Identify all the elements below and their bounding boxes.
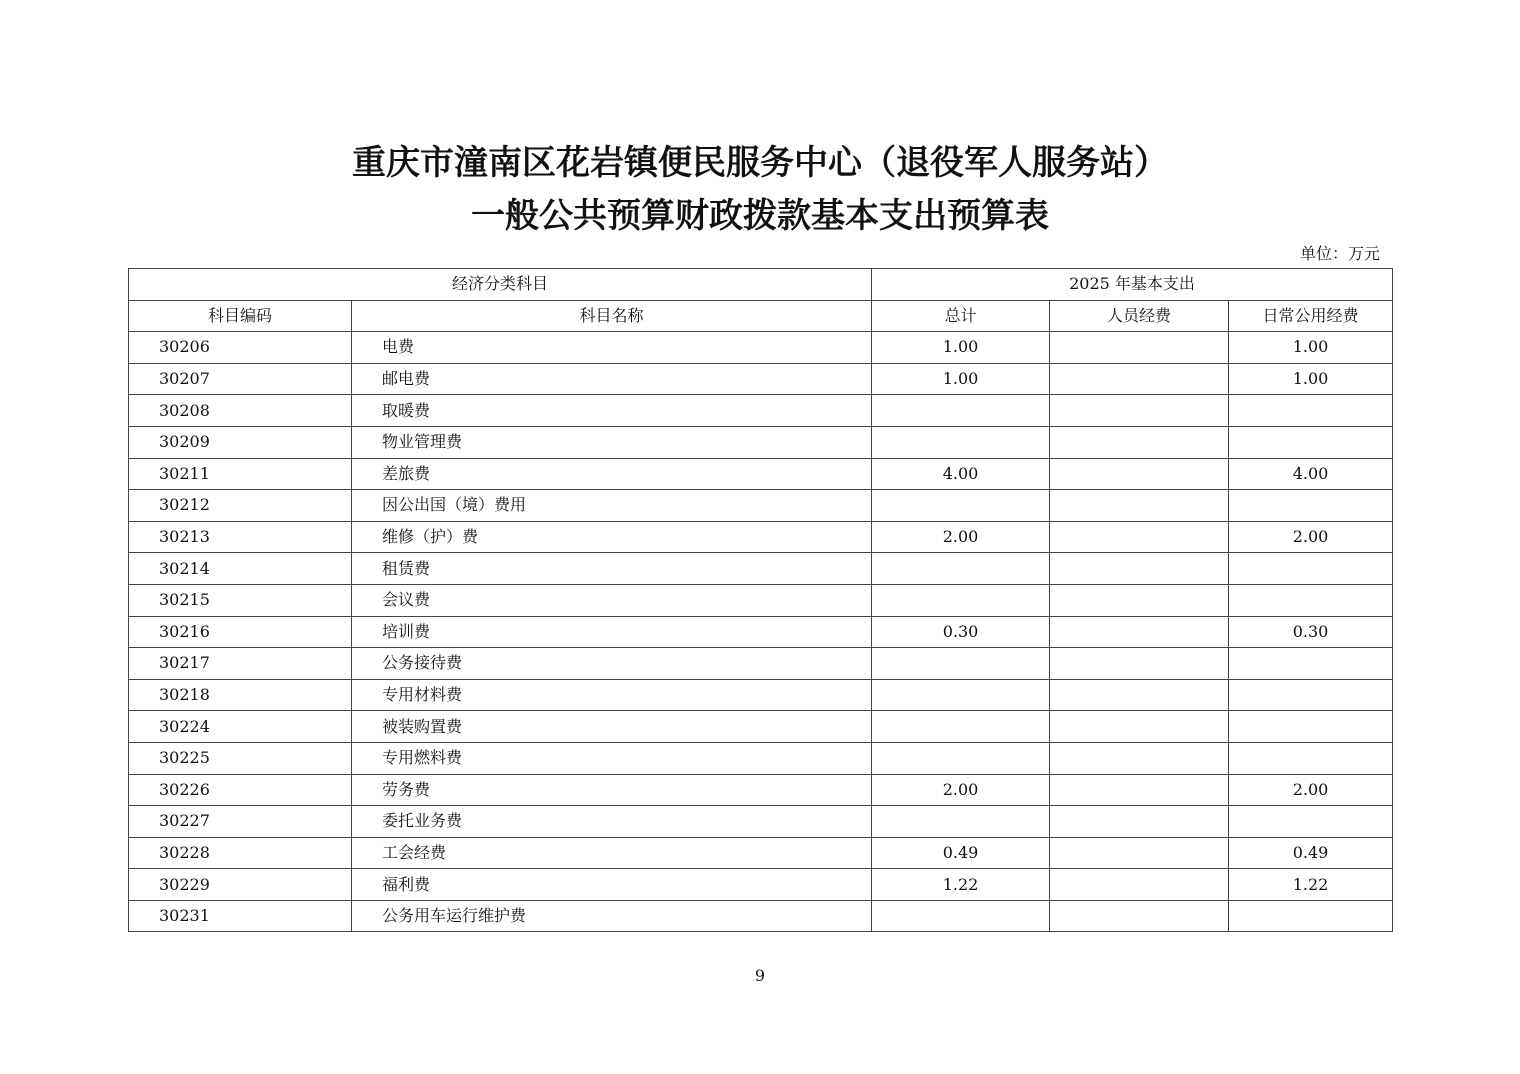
cell-total: 2.00 — [872, 521, 1050, 553]
column-header-code: 科目编码 — [129, 300, 352, 332]
cell-name: 公务用车运行维护费 — [352, 900, 872, 932]
cell-public — [1229, 711, 1393, 743]
column-header-personnel: 人员经费 — [1050, 300, 1229, 332]
cell-personnel — [1050, 711, 1229, 743]
cell-code: 30216 — [129, 616, 352, 648]
cell-name: 会议费 — [352, 584, 872, 616]
cell-total — [872, 553, 1050, 585]
cell-personnel — [1050, 332, 1229, 364]
cell-public: 1.00 — [1229, 332, 1393, 364]
cell-public — [1229, 806, 1393, 838]
cell-name: 取暖费 — [352, 395, 872, 427]
cell-name: 专用材料费 — [352, 679, 872, 711]
page-number: 9 — [754, 966, 766, 985]
table-row — [129, 711, 1393, 743]
table-row — [129, 806, 1393, 838]
cell-code: 30227 — [129, 806, 352, 838]
unit-label: 单位：万元 — [1299, 244, 1380, 263]
cell-personnel — [1050, 616, 1229, 648]
cell-public: 0.49 — [1229, 837, 1393, 869]
table-row — [129, 521, 1393, 553]
cell-total — [872, 395, 1050, 427]
cell-name: 维修（护）费 — [352, 521, 872, 553]
cell-total — [872, 711, 1050, 743]
table-body — [129, 332, 1393, 932]
group-header-economic-category: 经济分类科目 — [129, 269, 872, 301]
cell-personnel — [1050, 648, 1229, 680]
cell-name: 差旅费 — [352, 458, 872, 490]
cell-public — [1229, 426, 1393, 458]
table-row — [129, 458, 1393, 490]
budget-table — [128, 268, 1393, 932]
cell-personnel — [1050, 742, 1229, 774]
cell-name: 被装购置费 — [352, 711, 872, 743]
cell-code: 30228 — [129, 837, 352, 869]
cell-code: 30208 — [129, 395, 352, 427]
cell-name: 电费 — [352, 332, 872, 364]
cell-total — [872, 426, 1050, 458]
table-row — [129, 742, 1393, 774]
cell-public — [1229, 679, 1393, 711]
cell-total — [872, 806, 1050, 838]
cell-personnel — [1050, 869, 1229, 901]
cell-public — [1229, 553, 1393, 585]
table-row — [129, 490, 1393, 522]
cell-personnel — [1050, 458, 1229, 490]
group-header-row — [129, 269, 1393, 301]
table-row — [129, 900, 1393, 932]
column-header-public: 日常公用经费 — [1229, 300, 1393, 332]
cell-code: 30231 — [129, 900, 352, 932]
cell-total — [872, 900, 1050, 932]
table-row — [129, 774, 1393, 806]
cell-total: 1.22 — [872, 869, 1050, 901]
cell-personnel — [1050, 900, 1229, 932]
cell-personnel — [1050, 774, 1229, 806]
cell-code: 30212 — [129, 490, 352, 522]
cell-name: 工会经费 — [352, 837, 872, 869]
table-row — [129, 332, 1393, 364]
cell-personnel — [1050, 679, 1229, 711]
cell-name: 福利费 — [352, 869, 872, 901]
cell-personnel — [1050, 521, 1229, 553]
cell-name: 物业管理费 — [352, 426, 872, 458]
cell-public: 2.00 — [1229, 774, 1393, 806]
cell-public — [1229, 648, 1393, 680]
cell-public — [1229, 584, 1393, 616]
cell-name: 委托业务费 — [352, 806, 872, 838]
cell-personnel — [1050, 806, 1229, 838]
cell-total: 0.49 — [872, 837, 1050, 869]
table-row — [129, 648, 1393, 680]
cell-public: 4.00 — [1229, 458, 1393, 490]
cell-code: 30206 — [129, 332, 352, 364]
table-row — [129, 869, 1393, 901]
cell-code: 30218 — [129, 679, 352, 711]
table-row — [129, 363, 1393, 395]
cell-total: 4.00 — [872, 458, 1050, 490]
column-header-name: 科目名称 — [352, 300, 872, 332]
cell-total: 1.00 — [872, 332, 1050, 364]
cell-total — [872, 584, 1050, 616]
cell-code: 30224 — [129, 711, 352, 743]
cell-public: 2.00 — [1229, 521, 1393, 553]
table-row — [129, 616, 1393, 648]
cell-code: 30217 — [129, 648, 352, 680]
cell-name: 劳务费 — [352, 774, 872, 806]
document-title-line2: 一般公共预算财政拨款基本支出预算表 — [471, 196, 1049, 236]
cell-total — [872, 679, 1050, 711]
cell-code: 30225 — [129, 742, 352, 774]
group-header-basic-expenditure: 2025 年基本支出 — [872, 269, 1393, 301]
cell-total: 1.00 — [872, 363, 1050, 395]
cell-public — [1229, 742, 1393, 774]
cell-public: 1.22 — [1229, 869, 1393, 901]
table-row — [129, 837, 1393, 869]
cell-name: 公务接待费 — [352, 648, 872, 680]
cell-total: 0.30 — [872, 616, 1050, 648]
cell-code: 30207 — [129, 363, 352, 395]
cell-public — [1229, 900, 1393, 932]
table-header — [129, 269, 1393, 332]
column-header-total: 总计 — [872, 300, 1050, 332]
cell-personnel — [1050, 584, 1229, 616]
cell-personnel — [1050, 553, 1229, 585]
cell-name: 租赁费 — [352, 553, 872, 585]
cell-personnel — [1050, 363, 1229, 395]
cell-name: 因公出国（境）费用 — [352, 490, 872, 522]
cell-code: 30214 — [129, 553, 352, 585]
cell-personnel — [1050, 837, 1229, 869]
cell-total — [872, 742, 1050, 774]
cell-code: 30215 — [129, 584, 352, 616]
document-title-line1: 重庆市潼南区花岩镇便民服务中心（退役军人服务站） — [352, 143, 1168, 183]
table-row — [129, 584, 1393, 616]
cell-personnel — [1050, 395, 1229, 427]
cell-public: 1.00 — [1229, 363, 1393, 395]
cell-name: 培训费 — [352, 616, 872, 648]
table-row — [129, 553, 1393, 585]
table-row — [129, 395, 1393, 427]
cell-name: 专用燃料费 — [352, 742, 872, 774]
cell-public — [1229, 395, 1393, 427]
cell-total: 2.00 — [872, 774, 1050, 806]
cell-code: 30213 — [129, 521, 352, 553]
table-row — [129, 426, 1393, 458]
cell-code: 30226 — [129, 774, 352, 806]
column-header-row — [129, 300, 1393, 332]
cell-total — [872, 648, 1050, 680]
cell-public — [1229, 490, 1393, 522]
cell-public: 0.30 — [1229, 616, 1393, 648]
cell-total — [872, 490, 1050, 522]
cell-code: 30209 — [129, 426, 352, 458]
cell-code: 30229 — [129, 869, 352, 901]
cell-personnel — [1050, 426, 1229, 458]
cell-name: 邮电费 — [352, 363, 872, 395]
table-row — [129, 679, 1393, 711]
cell-code: 30211 — [129, 458, 352, 490]
cell-personnel — [1050, 490, 1229, 522]
